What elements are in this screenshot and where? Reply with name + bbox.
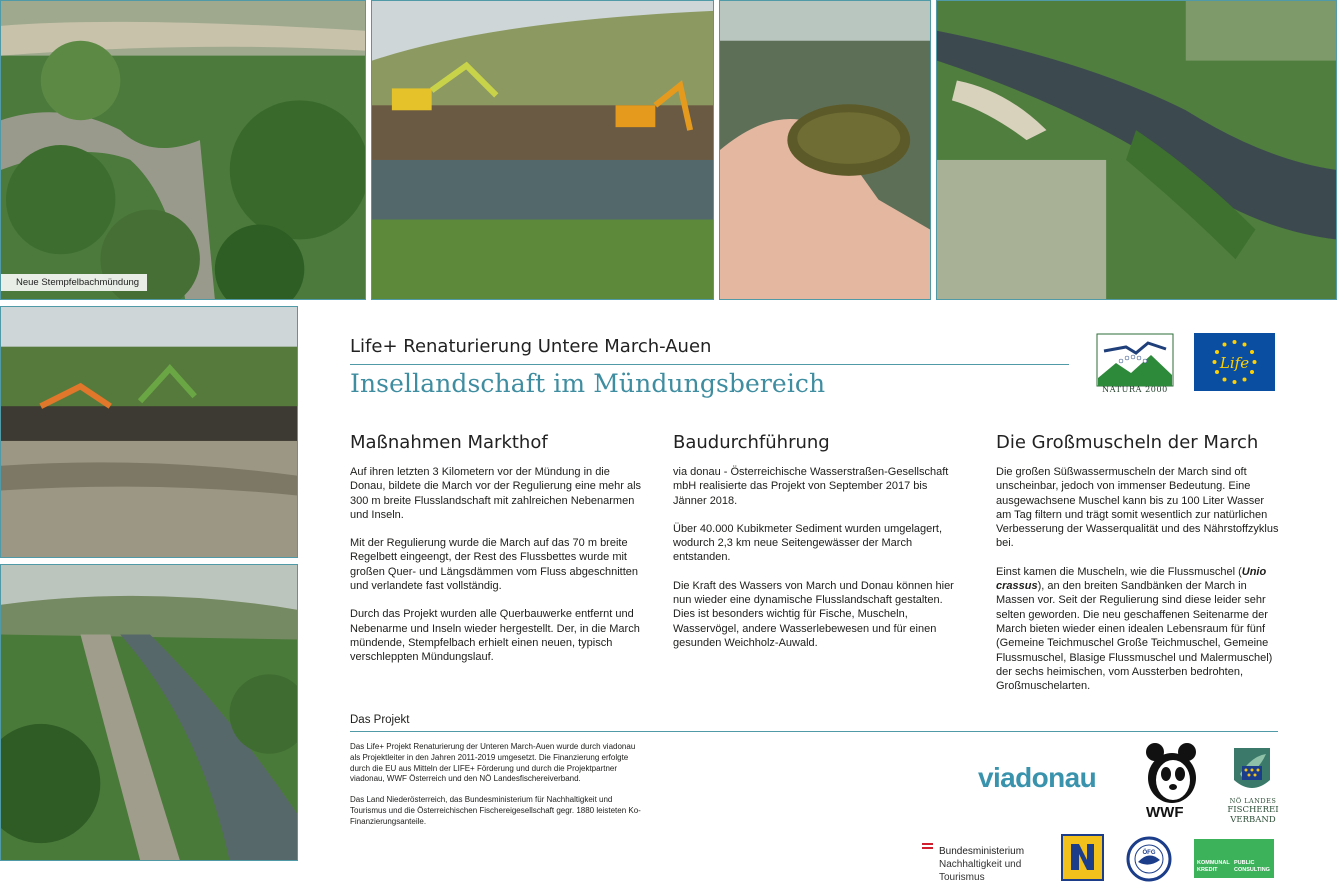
paragraph: via donau - Österreichische Wasserstraßen-Gesellschaft mbH realisierte das Projekt von September 2017 bis Jänner 2018. — [673, 466, 949, 507]
column-grossmuscheln — [996, 432, 1282, 707]
project-text — [350, 742, 646, 838]
bm-line: Nachhaltigkeit und — [939, 859, 1022, 870]
niederoesterreich-logo — [1061, 834, 1104, 881]
kk-line: KOMMUNAL — [1197, 860, 1230, 866]
photo-aerial-stempfelbach — [0, 0, 366, 300]
nfv-line: FISCHEREI — [1227, 805, 1279, 815]
nfv-label — [1226, 797, 1280, 825]
wwf-label: WWF — [1146, 804, 1184, 821]
kommunalkredit-logo — [1194, 839, 1274, 878]
photo-mussel-hand — [719, 0, 931, 300]
oefg-label: ÖFG — [1142, 850, 1156, 856]
column-heading: Die Großmuscheln der March — [996, 432, 1259, 453]
paragraph: Das Land Niederösterreich, das Bundesministerium für Nachhaltigkeit und Tourismus und die Österreichischen Fischereigesellschaft gegr. 1880 leisteten Ko-Finanzierungsanteile. — [350, 795, 641, 826]
nfv-fish-logo — [1232, 746, 1272, 796]
nfv-line: NÖ LANDES — [1229, 797, 1277, 805]
natura-2000-label: NATURA 2000 — [1102, 385, 1168, 394]
project-kicker: Life+ Renaturierung Untere March-Auen — [350, 336, 712, 357]
paragraph: Mit der Regulierung wurde die March auf das 70 m breite Regelbett eingeengt, der Rest des Flussbettes wurde mit großen Quer- und Längsdämmen vom Fluss abgeschnitten und verlandete fast vollständig. — [350, 537, 638, 593]
project-heading: Das Projekt — [350, 714, 410, 726]
austria-flag-icon — [922, 843, 933, 849]
paragraph: Das Life+ Projekt Renaturierung der Unteren March-Auen wurde durch viadonau als Projektleiter in den Jahren 2011-2019 umgesetzt. Die Finanzierung erfolgte durch die EU aus Mitteln der LIFE+ Förderung und durch die Projektpartner viadonau, WWF Österreich und den NÖ Landesfischereiverband. — [350, 742, 636, 784]
eu-life-logo — [1194, 333, 1275, 391]
bm-line: Tourismus — [939, 871, 985, 883]
species-name: Unio crassus — [996, 565, 1267, 593]
oefg-logo — [1126, 836, 1172, 882]
paragraph: Die großen Süßwassermuscheln der March sind oft unscheinbar, jedoch von immenser Bedeutung. Eine ausgewachsene Muschel kann bis zu 100 Liter Wasser am Tag filtern und trägt somit wesentlich zur natürlichen Verbesserung der Wasserqualität und des Nährstoffzyklus bei. — [996, 466, 1279, 550]
paragraph — [996, 565, 1282, 694]
paragraph: Über 40.000 Kubikmeter Sediment wurden umgelagert, wodurch 2,3 km neue Seitengewässer der March entstanden. — [673, 522, 943, 564]
kk-line: KREDIT — [1197, 867, 1218, 873]
photo-caption: Neue Stempfelbachmündung — [1, 274, 147, 291]
nfv-line: VERBAND — [1230, 815, 1276, 825]
kk-line: CONSULTING — [1234, 867, 1270, 873]
photo-aerial-river — [0, 564, 298, 861]
column-massnahmen — [350, 432, 648, 679]
paragraph: Die Kraft des Wassers von March und Donau können hier nun wieder eine dynamische Flusslandschaft gestalten. Dies ist besonders wichtig für Fische, Muscheln, Wasservögel, andere Wasserlebewesen und für einen gesunden Weichholz-Auwald. — [673, 579, 954, 649]
text-run: Einst kamen die Muscheln, wie die Flussmuschel ( — [996, 565, 1242, 578]
kk-line: PUBLIC — [1234, 860, 1255, 866]
paragraph: Auf ihren letzten 3 Kilometern vor der Mündung in die Donau, bildete die March vor der Regulierung eine mehr als 300 m breite Flusslandschaft mit zahlreichen Nebenarmen und Inseln. — [350, 466, 642, 521]
project-rule — [350, 731, 1278, 732]
photo-aerial-islands — [936, 0, 1337, 300]
bm-line: Bundesministerium — [939, 846, 1025, 857]
text-run: ), an den breiten Sandbänken der March in Massen vor. Seit der Regulierung sind diese leider sehr selten geworden. Die neu geschaffenen Seitenarme der March bieten wieder einen idealen Lebensraum für fünf (Gemeine Teichmuschel Große Teichmuschel, Gemeine Flussmuschel, Blasige Flussmuschel und Malermuschel) der sechs heimischen, vom Aussterben bedrohten, Großmuschelarten. — [996, 580, 1273, 693]
column-baudurchfuehrung — [673, 432, 961, 664]
paragraph: Durch das Projekt wurden alle Querbauwerke entfernt und Nebenarme und Inseln wieder hergestellt. Der, in die March mündende, Stempfelbach erhielt einen neuen, typisch verschleppten Mündungslauf. — [350, 608, 640, 664]
photo-excavators-mud — [0, 306, 298, 558]
column-heading: Baudurchführung — [673, 432, 830, 453]
column-heading: Maßnahmen Markthof — [350, 432, 548, 453]
natura-2000-logo — [1096, 333, 1174, 398]
photo-excavators-river — [371, 0, 714, 300]
wwf-panda-logo — [1143, 742, 1201, 804]
viadonau-logo: viadonau — [978, 762, 1097, 793]
svg-text:Life: Life — [1219, 354, 1250, 372]
bundesministerium-logo — [922, 841, 1024, 884]
page-title: Insellandschaft im Mündungsbereich — [350, 369, 826, 398]
header-rule — [350, 364, 1069, 365]
